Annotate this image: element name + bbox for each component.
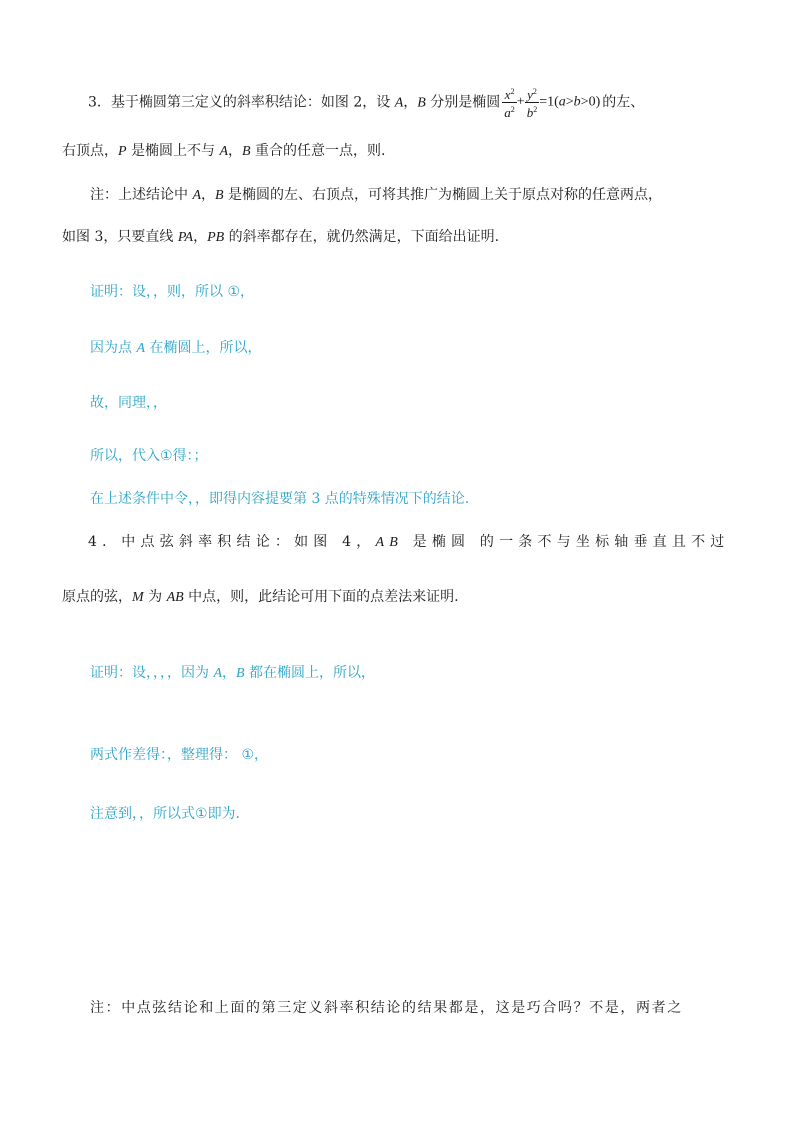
circled-one-marker: ① (160, 448, 173, 464)
ellipse-equation: $\frac{x^2}{a^2}$ + $\frac{y^2}{b^2}$ =1(a>b>0) (504, 87, 601, 120)
note1-line1: 注：上述结论中 A，B 是椭圆的左、右顶点，可将其推广为椭圆上关于原点对称的任意两点， (90, 187, 663, 203)
proof1-line1: 证明：设，，则，所以 ①， (90, 284, 255, 300)
chord-AB: AB (375, 535, 403, 550)
point-P: P (118, 144, 127, 159)
item4-line2: 原点的弦，M 为 AB 中点，则，此结论可用下面的点差法来证明. (62, 589, 459, 605)
note2-line1: 注：中点弦结论和上面的第三定义斜率积结论的结果都是，这是巧合吗？不是，两者之 (90, 1000, 683, 1016)
point-A: A (394, 95, 404, 111)
line-PB: PB (207, 230, 225, 245)
fraction-y-over-b: $\frac{y^2}{b^2}$ (526, 87, 538, 120)
line-PA: PA (177, 230, 194, 245)
point-B: B (417, 95, 426, 111)
proof1-line5: 在上述条件中令，，即得内容提要第 3 点的特殊情况下的结论. (90, 491, 470, 507)
circled-one-marker: ① (241, 747, 255, 763)
midpoint-M: M (132, 590, 144, 605)
proof1-line3: 故，同理，， (90, 395, 167, 411)
item3-prefix: 3．基于椭圆第三定义的斜率积结论：如图 2，设 (88, 94, 395, 111)
item4-line1: 4．中点弦斜率积结论：如图 4，AB 是椭圆 的一条不与坐标轴垂直且不过 (88, 534, 730, 550)
circled-one-marker: ① (227, 284, 241, 300)
proof2-line1: 证明：设，，，，因为 A，B 都在椭圆上，所以， (90, 665, 376, 681)
proof2-line3: 注意到，，所以式①即为. (90, 806, 241, 822)
item3-line1: 3．基于椭圆第三定义的斜率积结论：如图 2，设 A，B 分别是椭圆 $\frac{x^2}{a^2}$ + $\frac{y^2}{b^2}$ =1(a>b>0) 的左、 (88, 87, 645, 120)
note1-line2: 如图 3，只要直线 PA，PB 的斜率都存在，就仍然满足，下面给出证明. (62, 229, 500, 245)
item3-line2: 右顶点，P 是椭圆上不与 A，B 重合的任意一点，则. (62, 143, 386, 159)
proof1-line2: 因为点 A 在椭圆上，所以， (90, 340, 262, 356)
proof2-line2: 两式作差得：，整理得： ①， (90, 747, 269, 763)
fraction-x-over-a: $\frac{x^2}{a^2}$ (504, 87, 515, 120)
proof1-line4: 所以，代入①得：； (90, 448, 208, 464)
circled-one-marker: ① (195, 806, 208, 822)
